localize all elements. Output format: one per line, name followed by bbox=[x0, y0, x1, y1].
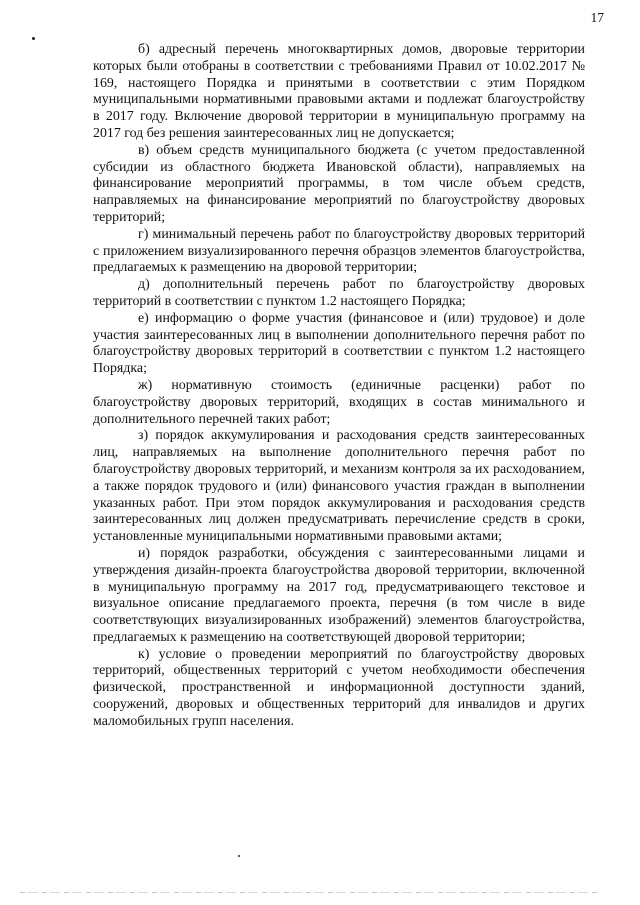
paragraph-e: е) информацию о форме участия (финансовое и (или) трудовое) и доле участия заинтересованных лиц в выполнении дополнительного перечня работ по благоустройству дворовых территорий в соответствии с пунктом 1.2 настоящего Порядка; bbox=[93, 310, 585, 377]
scan-speck bbox=[238, 855, 240, 857]
paragraph-g: г) минимальный перечень работ по благоустройству дворовых территорий с приложением визуализированного перечня образцов элементов благоустройства, предлагаемых к размещению на дворовой территории; bbox=[93, 226, 585, 276]
scan-artifact-line bbox=[20, 892, 600, 893]
paragraph-b: б) адресный перечень многоквартирных домов, дворовые территории которых были отобраны в соответствии с требованиями Правил от 10.02.2017 № 169, настоящего Порядка и принятыми в соответствии с этим Порядком муниципальными нормативными правовыми актами и подлежат благоустройству в 2017 году. Включение дворовой территории в муниципальную программу на 2017 год без решения заинтересованных лиц не допускается; bbox=[93, 42, 585, 141]
paragraph-d: д) дополнительный перечень работ по благоустройству дворовых территорий в соответствии с пунктом 1.2 настоящего Порядка; bbox=[93, 277, 585, 309]
scan-speck bbox=[32, 37, 35, 40]
page-number: 17 bbox=[590, 10, 604, 25]
paragraph-i: и) порядок разработки, обсуждения с заинтересованными лицами и утверждения дизайн-проекта благоустройства дворовой территории, включенной в муниципальную программу на 2017 год, предусматривающего текстовое и визуальное описание предлагаемого проекта, перечня (в том числе в виде соответствующих визуализированных изображений) элементов благоустройства, предлагаемых к размещению на соответствующей дворовой территории; bbox=[93, 545, 585, 645]
paragraph-zh: ж) нормативную стоимость (единичные расценки) работ по благоустройству дворовых территорий, входящих в состав минимального и дополнительного перечней таких работ; bbox=[93, 377, 585, 427]
paragraph-k: к) условие о проведении мероприятий по благоустройству дворовых территорий, общественных территорий с учетом необходимости обеспечения физической, пространственной и информационной доступности зданий, сооружений, дворовых и общественных территорий для инвалидов и других маломобильных групп населения. bbox=[93, 646, 585, 729]
paragraph-v: в) объем средств муниципального бюджета (с учетом предоставленной субсидии из областного бюджета Ивановской области), направляемых на финансирование мероприятий программы, в том числе объем средств, направляемых на финансирование мероприятий по благоустройству дворовых территорий; bbox=[93, 142, 585, 225]
document-body bbox=[93, 42, 585, 731]
paragraph-z: з) порядок аккумулирования и расходования средств заинтересованных лиц, направляемых на выполнение дополнительного перечня работ по благоустройству дворовых территорий, и механизм контроля за их расходованием, а также порядок трудового и (или) финансового участия граждан в выполнении указанных работ. При этом порядок аккумулирования и расходования средств заинтересованных лиц должен предусматривать перечисление средств в сроки, установленные муниципальными нормативными правовыми актами; bbox=[93, 428, 585, 545]
